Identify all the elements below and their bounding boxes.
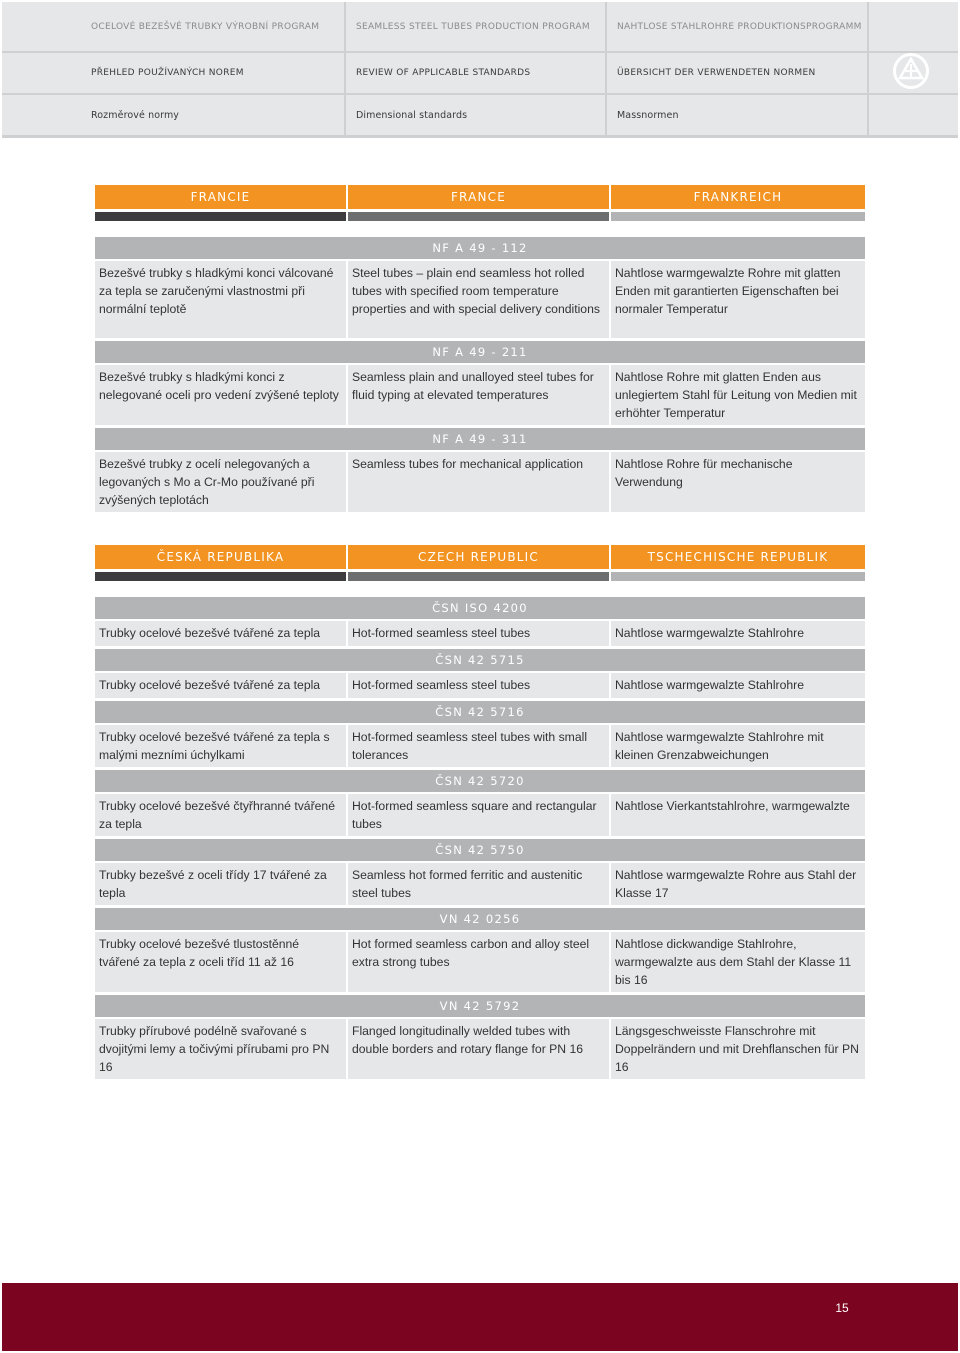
cell-en: Hot-formed seamless steel tubes (348, 621, 609, 646)
cell-cz: Bezešvé trubky s hladkými konci z nelegované oceli pro vedení zvýšené teploty (95, 365, 346, 425)
page-header (2, 2, 958, 138)
section-title-cz: FRANCIE (95, 185, 346, 209)
standard-code: NF A 49 - 311 (95, 428, 865, 450)
header-review-en: REVIEW OF APPLICABLE STANDARDS (346, 53, 605, 93)
bar-light (611, 572, 865, 581)
header-review-de: ÜBERSICHT DER VERWENDETEN NORMEN (607, 53, 867, 93)
table-row (95, 725, 865, 767)
cell-de: Nahtlose warmgewalzte Stahlrohre mit kleinen Grenzabweichungen (611, 725, 865, 767)
cell-cz: Bezešvé trubky s hladkými konci válcované za tepla se zaručenými vlastnostmi při normální teplotě (95, 261, 346, 338)
standard-code: NF A 49 - 211 (95, 341, 865, 363)
standard-code: VN 42 0256 (95, 908, 865, 930)
table-row (95, 621, 865, 646)
cell-cz: Trubky ocelové bezešvé tlustostěnné tvářené za tepla z oceli tříd 11 až 16 (95, 932, 346, 992)
section-title-de: FRANKREICH (611, 185, 865, 209)
cell-de: Nahtlose warmgewalzte Rohre mit glatten Enden mit garantierten Eigenschaften bei normaler Temperatur (611, 261, 865, 338)
cell-de: Nahtlose dickwandige Stahlrohre, warmgewalzte aus dem Stahl der Klasse 11 bis 16 (611, 932, 865, 992)
bar-dark (95, 572, 346, 581)
cell-en: Hot-formed seamless steel tubes (348, 673, 609, 698)
cell-en: Hot formed seamless carbon and alloy steel extra strong tubes (348, 932, 609, 992)
section-color-bar (95, 212, 865, 221)
cell-cz: Trubky ocelové bezešvé tvářené za tepla (95, 621, 346, 646)
table-row (95, 1019, 865, 1079)
table-row (95, 365, 865, 425)
section-title-en: CZECH REPUBLIC (348, 545, 609, 569)
standard-code: ČSN 42 5715 (95, 649, 865, 671)
section-title-cz: ČESKÁ REPUBLIKA (95, 545, 346, 569)
page-footer (2, 1283, 958, 1351)
section-title-en: FRANCE (348, 185, 609, 209)
header-row-dimensional (2, 95, 958, 135)
header-dimensional-cz: Rozměrové normy (2, 95, 344, 135)
header-row-program (2, 2, 958, 51)
standard-code: ČSN ISO 4200 (95, 597, 865, 619)
header-review-cz: PŘEHLED POUŽÍVANÝCH NOREM (2, 53, 344, 93)
header-blank-cell (869, 2, 958, 51)
header-program-de: NAHTLOSE STAHLROHRE PRODUKTIONSPROGRAMM (607, 2, 867, 51)
cell-cz: Trubky přírubové podélně svařované s dvojitými lemy a točivými přírubami pro PN 16 (95, 1019, 346, 1079)
cell-de: Nahtlose Rohre mit glatten Enden aus unlegiertem Stahl für Leitung von Medien mit erhöhter Temperatur (611, 365, 865, 425)
cell-cz: Trubky ocelové bezešvé tvářené za tepla (95, 673, 346, 698)
table-row (95, 673, 865, 698)
section-header-czech (95, 545, 865, 569)
standard-code: ČSN 42 5750 (95, 839, 865, 861)
cell-de: Nahtlose warmgewalzte Rohre aus Stahl der Klasse 17 (611, 863, 865, 905)
section-color-bar (95, 572, 865, 581)
table-row (95, 932, 865, 992)
section-header-france (95, 185, 865, 209)
table-row (95, 261, 865, 338)
bar-mid (348, 572, 609, 581)
header-dimensional-en: Dimensional standards (346, 95, 605, 135)
cell-de: Nahtlose Rohre für mechanische Verwendung (611, 452, 865, 512)
table-row (95, 863, 865, 905)
standard-code: NF A 49 - 112 (95, 237, 865, 259)
cell-en: Hot-formed seamless square and rectangular tubes (348, 794, 609, 836)
section-title-de: TSCHECHISCHE REPUBLIK (611, 545, 865, 569)
header-row-review (2, 53, 958, 93)
header-blank-cell (869, 95, 958, 135)
header-program-cz: OCELOVÉ BEZEŠVÉ TRUBKY VÝROBNÍ PROGRAM (2, 2, 344, 51)
bar-dark (95, 212, 346, 221)
cell-de: Längsgeschweisste Flanschrohre mit Doppelrändern und mit Drehflanschen für PN 16 (611, 1019, 865, 1079)
cell-de: Nahtlose warmgewalzte Stahlrohre (611, 621, 865, 646)
table-row (95, 452, 865, 512)
table-row (95, 794, 865, 836)
bar-mid (348, 212, 609, 221)
cell-en: Seamless tubes for mechanical application (348, 452, 609, 512)
cell-en: Flanged longitudinally welded tubes with double borders and rotary flange for PN 16 (348, 1019, 609, 1079)
page-number: 15 (835, 1301, 849, 1315)
cell-de: Nahtlose Vierkantstahlrohre, warmgewalzte (611, 794, 865, 836)
cell-cz: Trubky bezešvé z oceli třídy 17 tvářené za tepla (95, 863, 346, 905)
bar-light (611, 212, 865, 221)
cell-en: Hot-formed seamless steel tubes with small tolerances (348, 725, 609, 767)
cell-en: Steel tubes – plain end seamless hot rolled tubes with specified room temperature properties and with special delivery conditions (348, 261, 609, 338)
cell-en: Seamless plain and unalloyed steel tubes for fluid typing at elevated temperatures (348, 365, 609, 425)
cell-cz: Trubky ocelové bezešvé čtyřhranné tvářené za tepla (95, 794, 346, 836)
cell-en: Seamless hot formed ferritic and austenitic steel tubes (348, 863, 609, 905)
company-logo-icon (893, 53, 929, 89)
header-program-en: SEAMLESS STEEL TUBES PRODUCTION PROGRAM (346, 2, 605, 51)
cell-de: Nahtlose warmgewalzte Stahlrohre (611, 673, 865, 698)
cell-cz: Trubky ocelové bezešvé tvářené za tepla s malými mezními úchylkami (95, 725, 346, 767)
cell-cz: Bezešvé trubky z ocelí nelegovaných a legovaných s Mo a Cr-Mo používané při zvýšených teplotách (95, 452, 346, 512)
standard-code: ČSN 42 5716 (95, 701, 865, 723)
standard-code: ČSN 42 5720 (95, 770, 865, 792)
header-dimensional-de: Massnormen (607, 95, 867, 135)
standard-code: VN 42 5792 (95, 995, 865, 1017)
